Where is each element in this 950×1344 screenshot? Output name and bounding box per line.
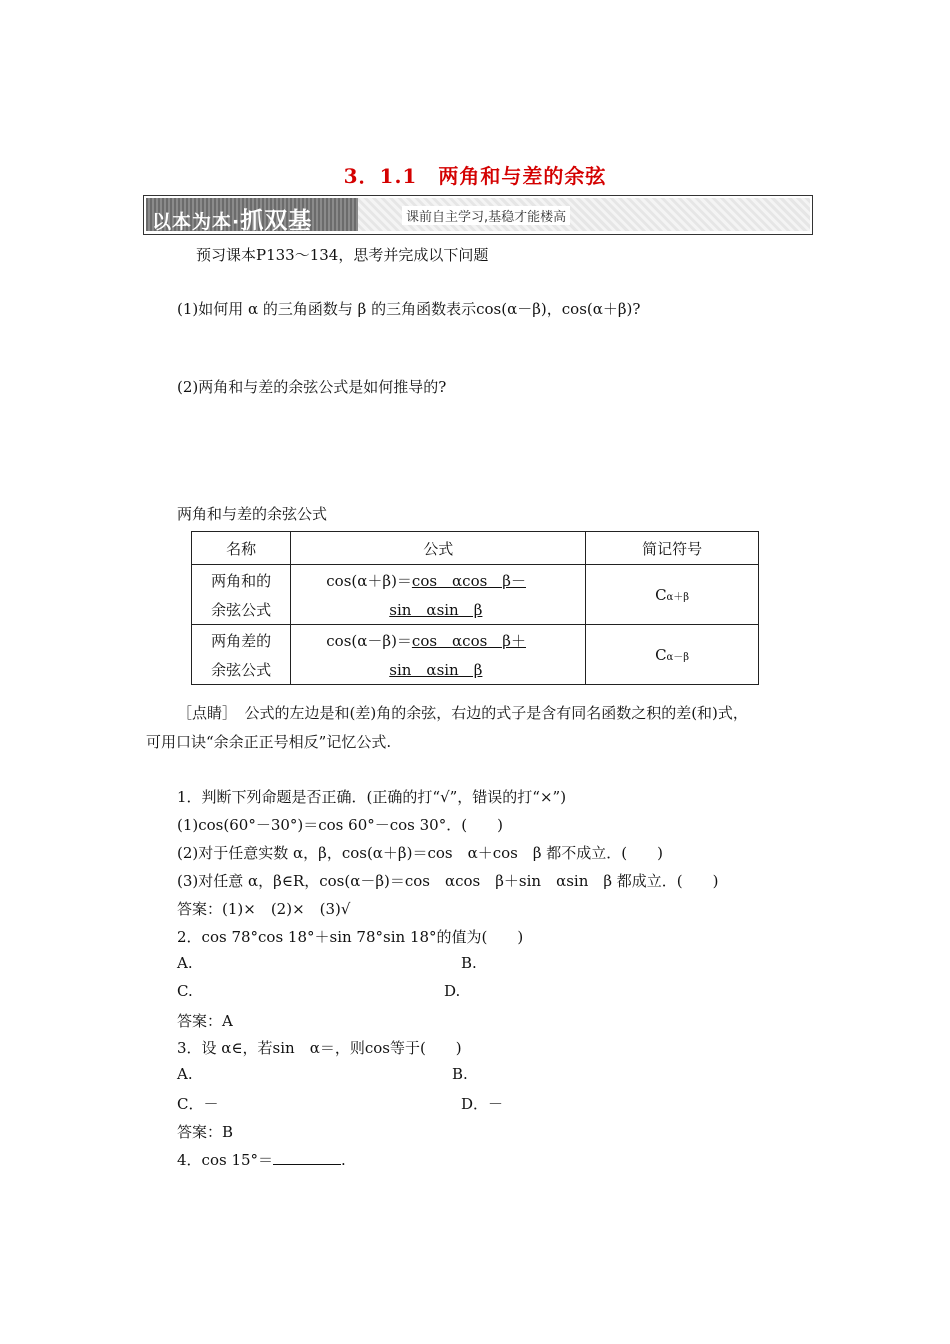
row-formula <box>291 625 586 685</box>
answer-1: 答案：(1)× (2)× (3)√ <box>177 900 351 918</box>
exercise-1-item-1: (1)cos(60°－30°)＝cos 60°－cos 30°．( ) <box>177 816 503 834</box>
exercise-1-item-2: (2)对于任意实数 α，β，cos(α＋β)＝cos α＋cos β 都不成立．( ) <box>177 844 663 862</box>
exercise-2-option-c: C. <box>177 982 193 1000</box>
formula-table <box>191 531 759 685</box>
note-line-1: ［点睛］ 公式的左边是和(差)角的余弦，右边的式子是含有同名函数之积的差(和)式， <box>177 704 748 722</box>
exercise-1: 1．判断下列命题是否正确．(正确的打“√”，错误的打“×”) <box>177 788 567 806</box>
formula-operator: － <box>510 571 526 590</box>
banner-subtitle: 课前自主学习,基稳才能楼高 <box>402 206 570 225</box>
row-name-line: 两角和的 <box>211 571 272 590</box>
formula-term: cos αcos β <box>411 631 511 650</box>
header-name: 名称 <box>192 532 291 565</box>
exercise-3-option-a: A. <box>177 1065 193 1083</box>
section-banner <box>143 195 813 235</box>
formula-line <box>292 630 584 651</box>
table-title: 两角和与差的余弦公式 <box>177 505 328 523</box>
exercise-4-text: 4．cos 15°＝ <box>177 1151 274 1169</box>
banner-label-box <box>146 198 358 234</box>
table-row <box>192 565 759 625</box>
answer-2: 答案：A <box>177 1012 233 1030</box>
formula-operator: ＋ <box>510 631 526 650</box>
symbol-main: C <box>655 645 667 664</box>
formula-line <box>292 659 584 680</box>
formula-prefix: cos(α＋β)＝ <box>326 571 412 590</box>
row-formula <box>291 565 586 625</box>
banner-heading-prefix: 以本为本· <box>152 211 241 233</box>
exercise-2-option-d: D. <box>444 982 461 1000</box>
table-row <box>192 625 759 685</box>
formula-line <box>292 570 584 591</box>
banner-pattern <box>358 198 810 231</box>
preview-instruction: 预习课本P133～134，思考并完成以下问题 <box>196 246 489 264</box>
row-name <box>192 565 291 625</box>
row-name-line: 两角差的 <box>211 631 272 650</box>
exercise-3: 3．设 α∈，若sin α＝，则cos等于( ) <box>177 1039 462 1057</box>
exercise-3-option-b: B. <box>452 1065 468 1083</box>
exercise-4-end: . <box>341 1151 346 1169</box>
row-symbol <box>586 565 759 625</box>
exercise-1-item-3: (3)对任意 α，β∈R，cos(α－β)＝cos αcos β＋sin αsin β 都成立．( ) <box>177 872 719 890</box>
exercise-2: 2．cos 78°cos 18°＋sin 78°sin 18°的值为( ) <box>177 928 524 946</box>
banner-heading <box>152 202 312 235</box>
table-header-row <box>192 532 759 565</box>
page-title: 3．1.1 两角和与差的余弦 <box>343 164 607 188</box>
note-line-2: 可用口诀“余余正正号相反”记忆公式. <box>146 733 392 751</box>
formula-prefix: cos(α－β)＝ <box>326 631 412 650</box>
header-formula: 公式 <box>291 532 586 565</box>
symbol-subscript: α＋β <box>666 591 690 603</box>
formula-line <box>292 599 584 620</box>
banner-heading-emphasis: 抓双基 <box>240 208 313 234</box>
formula-term: sin αsin β <box>389 600 483 619</box>
formula-term: cos αcos β <box>411 571 511 590</box>
question-2: (2)两角和与差的余弦公式是如何推导的? <box>177 378 447 396</box>
exercise-4 <box>177 1149 346 1170</box>
exercise-2-option-a: A. <box>177 954 193 972</box>
exercise-3-option-c: C．－ <box>177 1095 219 1113</box>
symbol-main: C <box>655 585 667 604</box>
question-1: (1)如何用 α 的三角函数与 β 的三角函数表示cos(α－β)，cos(α＋β)? <box>177 300 641 318</box>
formula-term: sin αsin β <box>389 660 483 679</box>
answer-blank <box>273 1150 341 1165</box>
answer-3: 答案：B <box>177 1123 234 1141</box>
exercise-3-option-d: D．－ <box>461 1095 504 1113</box>
row-symbol <box>586 625 759 685</box>
row-name <box>192 625 291 685</box>
header-symbol: 简记符号 <box>586 532 759 565</box>
row-name-line: 余弦公式 <box>211 600 272 619</box>
exercise-2-option-b: B. <box>461 954 477 972</box>
row-name-line: 余弦公式 <box>211 660 272 679</box>
symbol-subscript: α－β <box>666 651 690 663</box>
